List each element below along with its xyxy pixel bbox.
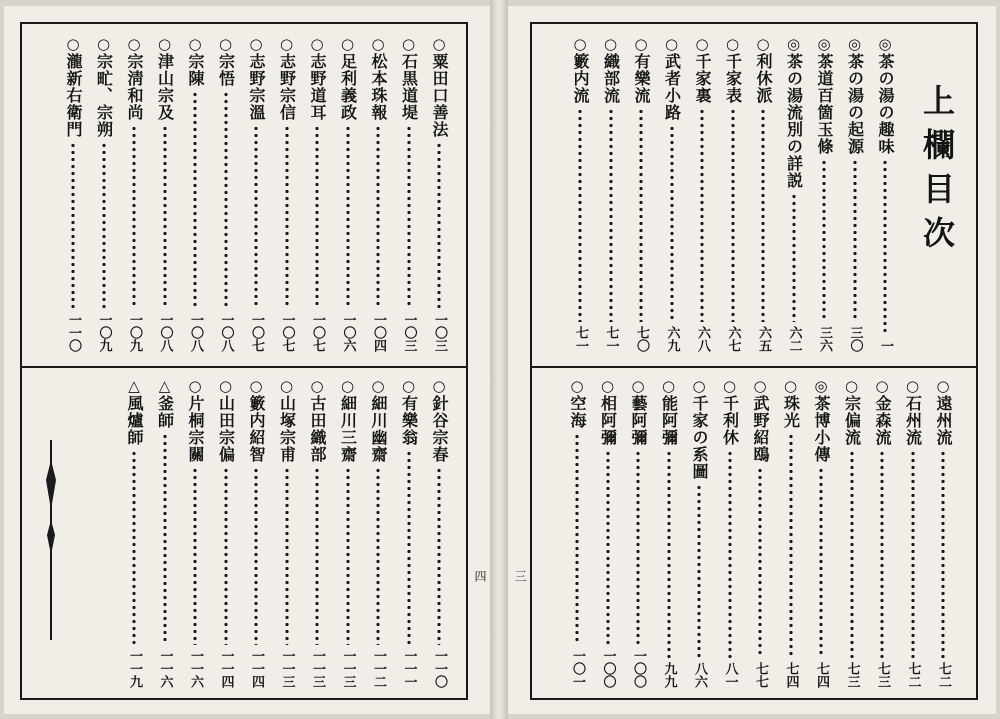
toc-page-number: 一〇七 [310,313,325,352]
toc-entry-title: 能阿彌 [659,395,679,446]
toc-entry [564,378,590,688]
toc-page-number: 一 [878,339,893,352]
toc-entry-title: 松本珠報 [369,53,388,121]
toc-entry [365,378,391,688]
dot-leader [636,450,640,645]
dot-leader [883,159,887,335]
dot-leader [346,467,350,645]
toc-entry-title: 宗陳 [186,53,205,87]
toc-entry [900,378,926,688]
toc-marker: ○ [905,377,920,395]
toc-page-number: 七三 [844,662,860,688]
dot-leader [911,450,915,658]
dot-leader [71,142,75,309]
toc-entry-title: 古田織部 [308,395,327,463]
folio-left: 四 [473,570,487,582]
toc-entry-title: 釜師 [155,395,175,429]
toc-page-number: 七一 [603,326,619,352]
toc-page-number: 九九 [661,662,677,688]
toc-marker: ○ [279,35,294,53]
toc-entry-title: 武野紹鴎 [751,395,770,463]
toc-page-number: 七二 [936,662,951,688]
toc-page-number: 一一一 [401,649,417,688]
toc-marker: ○ [692,377,706,395]
dot-leader [346,125,350,309]
toc-entry-title: 片桐宗關 [186,395,205,463]
toc-entry [686,378,712,688]
toc-entry [426,378,452,688]
toc-entry [781,36,807,352]
dot-leader [758,467,762,658]
toc-page-number: 一〇九 [96,313,112,352]
toc-entry [152,36,178,352]
toc-page-number: 一〇三 [432,313,447,352]
toc-marker: ◎ [878,35,892,53]
toc-marker: ○ [371,377,385,395]
toc-page-number: 七七 [753,662,768,688]
dot-leader [437,142,441,309]
toc-marker: ○ [573,35,587,53]
dot-leader [437,467,441,645]
toc-entry [274,378,300,688]
toc-entry [839,378,865,688]
dot-leader [792,193,796,322]
toc-entry-title: 志野道耳 [308,53,327,121]
toc-entry [808,378,834,688]
dot-leader [224,91,228,309]
dot-leader [700,108,704,322]
toc-page-number: 六八 [695,326,710,352]
toc-entry [91,36,117,352]
toc-entry [595,378,621,688]
toc-marker: ○ [603,35,618,53]
dot-leader [224,467,228,645]
toc-entry [811,36,837,352]
toc-page-number: 六五 [756,326,771,352]
toc-marker: ○ [725,35,740,53]
dot-leader [163,125,167,309]
toc-entry-title: 茶の湯の趣味 [876,53,895,155]
toc-entry-title: 山塚宗甫 [277,395,297,463]
dot-leader [880,450,884,658]
toc-entry [625,378,651,688]
toc-entry-title: 武者小路 [662,53,682,121]
toc-marker: ○ [661,377,676,395]
toc-entry-title: 石州流 [903,395,923,446]
toc-page-number: 一一四 [218,649,234,688]
toc-marker: ○ [753,377,767,395]
dot-leader [728,450,732,658]
dot-leader [578,108,582,322]
dot-leader [315,125,319,309]
toc-marker: ○ [695,35,709,53]
toc-entry-title: 藝阿彌 [629,395,648,446]
toc-marker: ○ [875,377,889,395]
toc-marker: ○ [310,377,324,395]
toc-entry [60,36,86,352]
toc-entry [182,378,208,688]
toc-page-number: 六七 [725,326,741,352]
toc-page-number: 一一六 [157,649,173,688]
toc-entry-title: 相阿彌 [598,395,618,446]
toc-entry [842,36,868,352]
toc-entry [304,36,330,352]
toc-entry [304,378,330,688]
toc-marker: ○ [66,35,80,53]
dot-leader [132,450,136,645]
toc-marker: ◎ [814,377,828,395]
book-gutter [490,0,508,719]
toc-entry [243,378,269,688]
toc-entry [243,36,269,352]
toc-marker: ○ [218,35,233,53]
toc-entry [869,378,895,688]
toc-page-number: 一〇六 [340,313,356,352]
toc-entry [717,378,743,688]
dot-leader [315,467,319,645]
toc-entry-title: 千家の系圖 [690,395,709,480]
folio-right: 三 [513,570,527,582]
dot-leader [606,450,610,645]
toc-page-number: 一〇九 [127,313,142,352]
toc-entry-title: 千家裏 [693,53,712,104]
toc-entry [567,36,593,352]
toc-entry [396,36,422,352]
toc-entry [872,36,898,352]
toc-marker: ○ [188,377,202,395]
toc-page-number: 七四 [783,662,799,688]
toc-marker: ○ [756,35,770,53]
dot-leader [850,450,854,658]
dot-leader [575,433,579,645]
toc-entry [659,36,685,352]
page-heading: 上欄目次 [918,84,956,260]
toc-entry-title: 茶道百箇玉條 [815,53,834,155]
toc-entry-title: 山田宗偏 [216,395,236,463]
toc-page-number: 一一九 [127,649,142,688]
dot-leader [789,433,793,658]
toc-marker: ◎ [817,35,831,53]
toc-marker: ○ [249,35,263,53]
toc-entry-title: 志野宗溫 [247,53,266,121]
dot-leader [132,125,136,309]
toc-page-number: 一一三 [310,649,325,688]
toc-marker: ○ [432,377,446,395]
toc-marker: ○ [844,377,859,395]
toc-entry-title: 茶博小傳 [812,395,831,463]
toc-page-number: 一一三 [279,649,295,688]
toc-entry-title: 宗淸和尚 [125,53,144,121]
toc-page-number: 一一四 [249,649,264,688]
toc-marker: ○ [570,377,584,395]
toc-page-number: 一〇三 [401,313,417,352]
toc-entry [720,36,746,352]
toc-marker: ○ [249,377,263,395]
toc-entry [396,378,422,688]
toc-entry [750,36,776,352]
toc-entry-title: 細川三齋 [338,395,358,463]
dot-leader [193,91,197,309]
toc-page-number: 一〇一 [570,649,585,688]
toc-entry [426,36,452,352]
toc-entry-title: 瀧新右衛門 [64,53,83,138]
toc-entry-title: 有樂流 [632,53,651,104]
toc-entry-title: 細川幽齋 [369,395,388,463]
toc-entry-title: 津山宗及 [155,53,175,121]
toc-marker: ○ [218,377,233,395]
toc-page-number: 七三 [875,662,890,688]
toc-entry [656,378,682,688]
toc-entry [213,36,239,352]
dot-leader [731,108,735,322]
dot-leader [376,125,380,309]
toc-entry-title: 籔内流 [571,53,590,104]
toc-entry [152,378,178,688]
dot-leader [853,159,857,322]
dot-leader [193,467,197,645]
toc-entry-title: 有樂翁 [399,395,419,446]
toc-page-number: 一〇八 [157,313,173,352]
toc-page-number: 七四 [814,662,829,688]
toc-marker: △ [128,377,140,395]
toc-entry-title: 遠州流 [934,395,953,446]
toc-entry [335,36,361,352]
toc-marker: ◎ [847,35,862,53]
dot-leader [822,159,826,322]
toc-entry [335,378,361,688]
toc-entry-title: 宗悟 [216,53,236,87]
toc-entry [274,36,300,352]
toc-page-number: 一〇〇 [631,649,646,688]
toc-entry-title: 茶の湯の起源 [845,53,865,155]
toc-entry [628,36,654,352]
toc-entry-title: 利休派 [754,53,773,104]
toc-marker: ○ [722,377,737,395]
dot-leader [285,467,289,645]
toc-entry-title: 志野宗信 [277,53,297,121]
dot-leader [285,125,289,309]
toc-page-number: 八六 [692,662,707,688]
toc-entry [598,36,624,352]
toc-marker: ○ [600,377,615,395]
toc-marker: ○ [634,35,648,53]
toc-entry [121,378,147,688]
toc-page-number: 一〇四 [371,313,386,352]
toc-marker: ○ [340,35,355,53]
toc-marker: ○ [432,35,446,53]
toc-page-number: 六九 [664,326,680,352]
toc-entry-title: 籔内紹智 [247,395,266,463]
decorative-spine-ornament [36,440,66,640]
toc-marker: ○ [340,377,355,395]
toc-marker: ○ [96,35,111,53]
toc-page-number: 一一〇 [66,313,81,352]
toc-marker: ○ [664,35,679,53]
toc-marker: △ [158,377,171,395]
dot-leader [941,450,945,658]
dot-leader [609,108,613,322]
dot-leader [254,467,258,645]
toc-marker: ○ [631,377,645,395]
toc-marker: ○ [310,35,324,53]
toc-marker: ○ [936,377,950,395]
toc-page-number: 一一六 [188,649,203,688]
toc-entry-title: 風爐師 [125,395,144,446]
toc-entry [689,36,715,352]
toc-page-number: 一一三 [340,649,356,688]
toc-entry-title: 空海 [568,395,587,429]
toc-page-number: 一一〇 [432,649,447,688]
dot-leader [761,108,765,322]
toc-entry [121,36,147,352]
dot-leader [254,125,258,309]
toc-entry-title: 織部流 [601,53,621,104]
toc-entry-title: 石黒道堤 [399,53,419,121]
toc-page-number: 三六 [817,326,832,352]
toc-page-number: 七〇 [634,326,649,352]
toc-page-number: 七二 [905,662,921,688]
toc-marker: ○ [371,35,385,53]
dot-leader [639,108,643,322]
toc-entry [747,378,773,688]
toc-entry [778,378,804,688]
dot-leader [670,125,674,322]
toc-page-number: 三〇 [847,326,863,352]
toc-marker: ○ [188,35,202,53]
toc-page-number: 六二 [786,326,802,352]
dot-leader [667,450,671,658]
toc-page-number: 一〇七 [249,313,264,352]
dot-leader [102,142,106,309]
dot-leader [697,484,701,658]
toc-marker: ○ [401,377,416,395]
dot-leader [407,450,411,645]
toc-entry [930,378,956,688]
right-section-divider [532,366,976,368]
toc-entry-title: 宗甿、宗朔 [94,53,114,138]
toc-page-number: 七一 [573,326,588,352]
left-section-divider [22,366,466,368]
dot-leader [819,467,823,658]
toc-page-number: 一〇七 [279,313,295,352]
toc-page-number: 一一二 [371,649,386,688]
toc-page-number: 一〇八 [218,313,234,352]
toc-entry [213,378,239,688]
dot-leader [376,467,380,645]
toc-page-number: 一〇八 [188,313,203,352]
toc-marker: ○ [157,35,172,53]
toc-marker: ○ [783,377,798,395]
toc-entry-title: 針谷宗春 [430,395,449,463]
toc-entry-title: 珠光 [781,395,801,429]
toc-entry-title: 千家表 [723,53,743,104]
toc-entry-title: 宗偏流 [842,395,862,446]
toc-marker: ○ [127,35,141,53]
toc-entry-title: 足利義政 [338,53,358,121]
toc-marker: ○ [279,377,294,395]
toc-marker: ○ [401,35,416,53]
toc-entry-title: 粟田口善法 [430,53,449,138]
toc-page-number: 八一 [722,662,738,688]
toc-entry [182,36,208,352]
toc-entry [365,36,391,352]
toc-marker: ◎ [786,35,801,53]
dot-leader [407,125,411,309]
toc-page-number: 一〇〇 [600,649,616,688]
dot-leader [163,433,167,645]
toc-entry-title: 千利休 [720,395,740,446]
toc-entry-title: 金森流 [873,395,892,446]
toc-entry-title: 茶の湯流別の詳説 [784,53,804,189]
